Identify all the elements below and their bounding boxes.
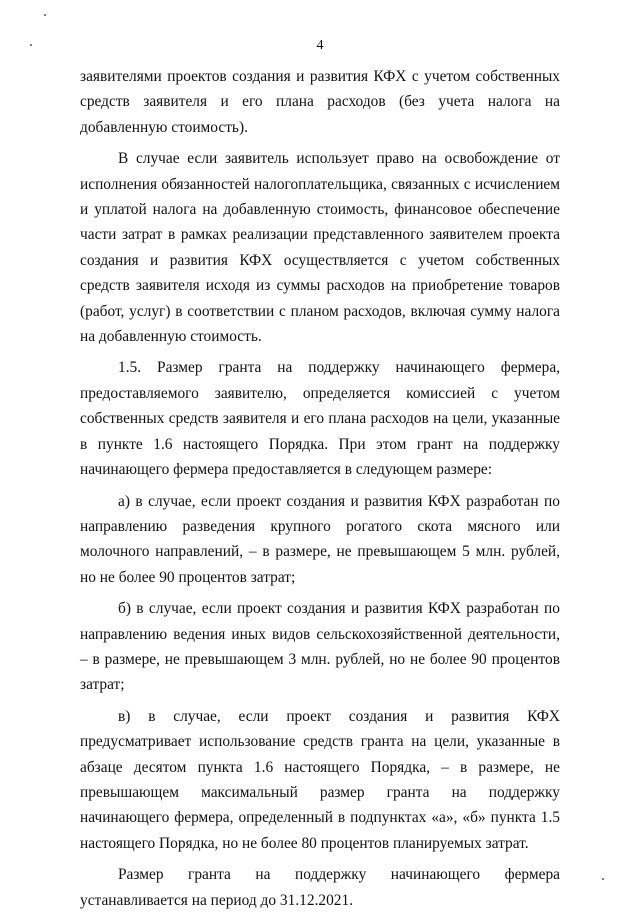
paragraph-item-a: а) в случае, если проект создания и развития КФХ разработан по направлению разведения крупного рогатого скота мясного или молочного направлений, – в размере, не превышающем 5 млн. рублей, но не более 90 процентов затрат; <box>80 492 560 586</box>
scan-speck <box>44 14 46 16</box>
document-body <box>80 64 560 919</box>
paragraph-vat-exemption: В случае если заявитель использует право на освобождение от исполнения обязанностей налогоплательщика, связанных с исчислением и уплатой налога на добавленную стоимость, финансовое обеспечение части затрат в рамках реализации представленного заявителем проекта создания и развития КФХ осуществляется с учетом собственных средств заявителя исходя из суммы расходов на приобретение товаров (работ, услуг) в соответствии с планом расходов, включая сумму налога на добавленную стоимость. <box>80 150 560 346</box>
paragraph-grant-period: Размер гранта на поддержку начинающего фермера устанавливается на период до 31.12.2021. <box>80 866 560 909</box>
paragraph-item-v: в) в случае, если проект создания и развития КФХ предусматривает использование средств гранта на цели, указанные в абзаце десятом пункта 1.6 настоящего Порядка, – в размере, не превышающем максимальный размер гранта на поддержку начинающего фермера, определенный в подпунктах «а», «б» пункта 1.5 настоящего Порядка, но не более 80 процентов планируемых затрат. <box>80 707 560 852</box>
scan-speck <box>602 878 604 880</box>
paragraph-item-b: б) в случае, если проект создания и развития КФХ разработан по направлению ведения иных видов сельскохозяйственной деятельности, – в размере, не превышающем 3 млн. рублей, но не более 90 процентов затрат; <box>80 600 560 694</box>
paragraph-1-5-grant-size: 1.5. Размер гранта на поддержку начинающего фермера, предоставляемого заявителю, определяется комиссией с учетом собственных средств заявителя и его плана расходов на цели, указанные в пункте 1.6 настоящего Порядка. При этом грант на поддержку начинающего фермера предоставляется в следующем размере: <box>80 359 560 479</box>
paragraph-continuation: заявителями проектов создания и развития КФХ с учетом собственных средств заявителя и его плана расходов (без учета налога на добавленную стоимость). <box>80 68 560 136</box>
page-number: 4 <box>316 38 324 53</box>
